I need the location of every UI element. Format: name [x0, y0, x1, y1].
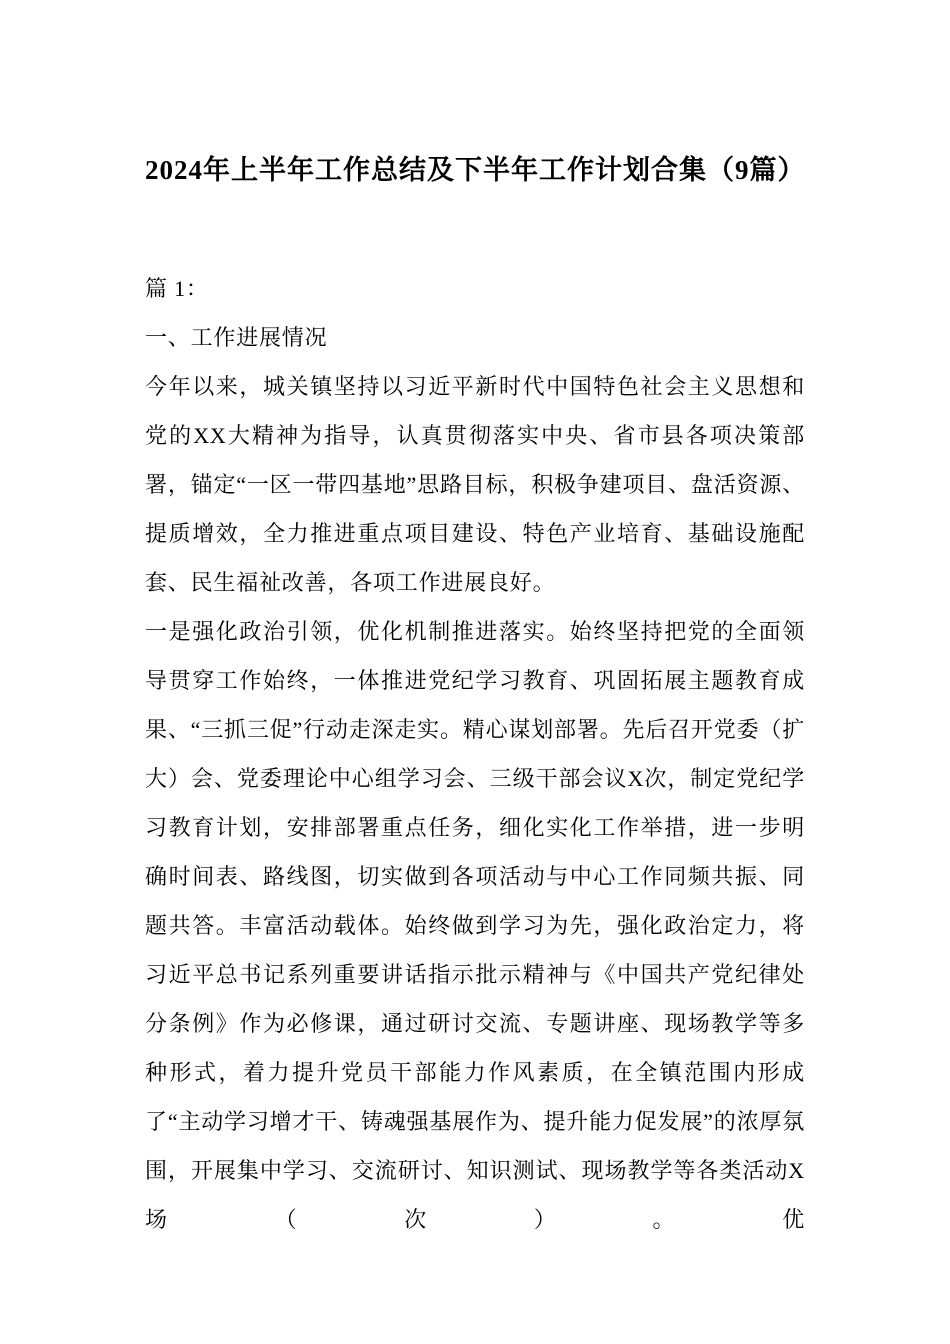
- document-body: [145, 264, 805, 1244]
- section-heading: 一、工作进展情况: [145, 325, 328, 351]
- paragraph: 今年以来，城关镇坚持以习近平新时代中国特色社会主义思想和党的XX大精神为指导，认真贯彻落实中央、省市县各项决策部署，锚定“一区一带四基地”思路目标，积极争建项目、盘活资源、提质增效，全力推进重点项目建设、特色产业培育、基础设施配套、民生福祉改善，各项工作进展良好。: [145, 374, 805, 596]
- document-title: 2024年上半年工作总结及下半年工作计划合集（9篇）: [145, 155, 806, 185]
- section-label: 篇 1：: [145, 276, 209, 302]
- paragraph: 一是强化政治引领，优化机制推进落实。始终坚持把党的全面领导贯穿工作始终，一体推进党纪学习教育、巩固拓展主题教育成果、“三抓三促”行动走深走实。精心谋划部署。先后召开党委（扩大）会、党委理论中心组学习会、三级干部会议X次，制定党纪学习教育计划，安排部署重点任务，细化实化工作举措，进一步明确时间表、路线图，切实做到各项活动与中心工作同频共振、同题共答。丰富活动载体。始终做到学习为先，强化政治定力，将习近平总书记系列重要讲话指示批示精神与《中国共产党纪律处分条例》作为必修课，通过研讨交流、专题讲座、现场教学等多种形式，着力提升党员干部能力作风素质，在全镇范围内形成了“主动学习增才干、铸魂强基展作为、提升能力促发展”的浓厚氛围，开展集中学习、交流研讨、知识测试、现场教学等各类活动X场（次）。优: [145, 619, 805, 1233]
